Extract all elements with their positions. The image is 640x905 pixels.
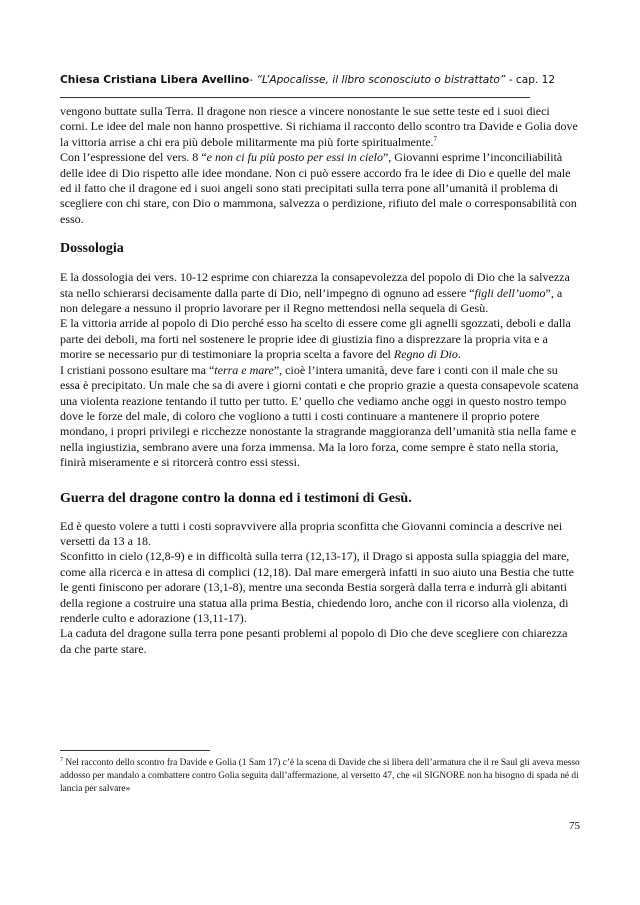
paragraph-text: ”, Giovanni esprime l’inconciliabilità delle idee di Dio rispetto alle idee mondane. Non ci può essere accordo fra le idee di Dio e quelle del male ed il fatto che il dragone ed i suoi angeli sono stati precipitati sulla terra pone all’umanità il problema di scegliere con chi stare, con Dio o mammona, salvezza o perdizione, rifiuto del male o corresponsabilità con esso. xyxy=(60,150,577,226)
section-heading-dossologia: Dossologia xyxy=(60,241,124,257)
page-body xyxy=(60,104,580,657)
footnote xyxy=(60,757,580,796)
paragraph: Ed è questo volere a tutti i costi sopravvivere alla propria sconfitta che Giovanni comincia a descrive nei versetti da 13 a 18. xyxy=(60,518,563,548)
quote-italic: e non ci fu più posto per essi in cielo xyxy=(206,150,383,165)
paragraph: Sconfitto in cielo (12,8-9) e in difficoltà sulla terra (12,13-17), il Drago si apposta sulla spiaggia del mare, come alla ricerca e in attesa di complici (12,18). Dal mare emergerà infatti in suo aiuto una Bestia che tutte le genti finiscono per adorare (13,1-8), mentre una seconda Bestia sorgerà dalla terra e indurrà gli abitanti della regione a costruire una statua alla prima Bestia, chiedendo loro, anche con il ricorso alla violenza, di renderle culto e adorazione (13,11-17). xyxy=(60,549,574,625)
paragraph-text: ”, a non delegare a nessuno il proprio lavorare per il Regno mettendosi nella sequela di Gesù. xyxy=(60,285,563,316)
header-rule xyxy=(60,97,530,98)
paragraph xyxy=(60,316,580,362)
paragraph-text: E la dossologia dei vers. 10-12 esprime con chiarezza la consapevolezza del popolo di Dio che la salvezza sta nello schierarsi decisamente dalla parte di Dio, nell’impegno di ognuno ad essere “ xyxy=(60,270,570,300)
footnote-number: 7 xyxy=(60,757,63,763)
paragraph-text: E la vittoria arride al popolo di Dio perché esso ha scelto di essere come gli agnelli sgozzati, deboli e dalla parte dei deboli, ma forti nel sostenere le proprie idee di giustizia fino a disprezzare la propria vita e a morire se necessario pur di testimoniare la propria scelta a favore del xyxy=(60,316,571,362)
quote-italic: Regno di Dio xyxy=(393,347,458,362)
footnote-rule xyxy=(60,750,210,751)
paragraph: La caduta del dragone sulla terra pone pesanti problemi al popolo di Dio che deve scegliere con chiarezza da che parte stare. xyxy=(60,626,568,656)
section-heading-guerra: Guerra del dragone contro la donna ed i testimoni di Gesù. xyxy=(60,490,412,506)
paragraph-text: ”, cioè l’intera umanità, deve fare i conti con il male che su essa è precipitato. Un male che sa di avere i giorni contati e che proprio grazie a questa consapevole scatena una violenta reazione tentando il tutto per tutto. E’ quello che vediamo anche oggi in questo nostro tempo dove le forze del male, di coloro che vogliono a tutti i costi continuare a mantenere il proprio potere mondano, i propri privilegi e ricchezze nonostante la stragrande maggioranza dell’umanità stia nella fame e nella ingiustizia, sembrano avere una forza immensa. Ma la loro forza, come sempre è stato nella storia, finirà miseramente e si ritorcerà contro essi stessi. xyxy=(60,362,579,470)
paragraph xyxy=(60,150,580,227)
header-chapter: - cap. 12 xyxy=(505,74,556,86)
paragraph-text: . xyxy=(457,347,461,362)
paragraph xyxy=(60,363,580,471)
footnote-text: Nel racconto dello scontro fra Davide e Golia (1 Sam 17) c’è la scena di Davide che si libera dell’armatura che il re Saul gli aveva messo addosso per mandalo a combattere contro Golia seguita dall’affermazione, al versetto 47, che «il SIGNORE non ha bisogno di spada né di lancia per salvare» xyxy=(60,758,580,794)
paragraph xyxy=(60,270,580,316)
paragraph-text: vengono buttate sulla Terra. Il dragone non riesce a vincere nonostante le sue sette teste ed i suoi dieci corni. Le idee del male non hanno prospettive. Si richiama il racconto dello scontro tra Davide e Golia dove la vittoria arrise a chi era più debole militarmente ma più forte spiritualmente. xyxy=(60,104,578,149)
header-separator: - xyxy=(249,74,257,86)
paragraph-text: I cristiani possono esultare ma “ xyxy=(60,362,215,377)
running-header xyxy=(60,73,580,87)
quote-italic: terra e mare xyxy=(214,362,274,377)
paragraph xyxy=(60,104,580,150)
footnote-ref[interactable]: 7 xyxy=(433,134,438,143)
quote-italic: figli dell’uomo xyxy=(474,285,546,300)
header-organization: Chiesa Cristiana Libera Avellino xyxy=(60,74,250,86)
page-number: 75 xyxy=(569,820,580,832)
paragraph-text: Con l’espressione del vers. 8 “ xyxy=(60,150,207,165)
header-book-title: “L’Apocalisse, il libro sconosciuto o bistrattato” xyxy=(256,74,506,86)
